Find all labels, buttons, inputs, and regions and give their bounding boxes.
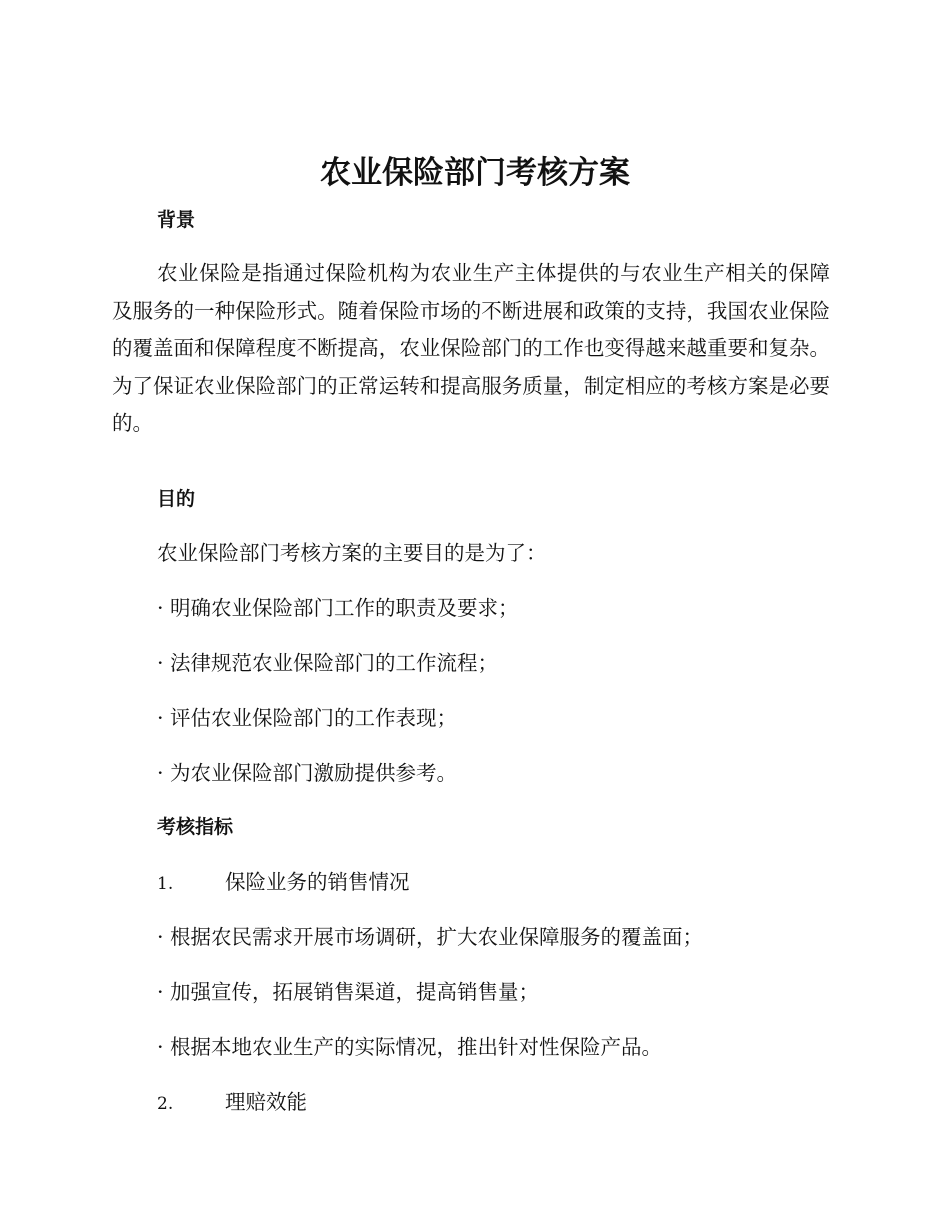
indicator-title: 保险业务的销售情况	[225, 870, 410, 894]
indicator-item: · 加强宣传，拓展销售渠道，提高销售量；	[157, 980, 540, 1004]
section-heading-indicators: 考核指标	[157, 816, 234, 838]
background-paragraph: 农业保险是指通过保险机构为农业生产主体提供的与农业生产相关的保障及服务的一种保险形式。随着保险市场的不断进展和政策的支持，我国农业保险的覆盖面和保障程度不断提高，农业保险部门的工作也变得越来越重要和复杂。为了保证农业保险部门的正常运转和提高服务质量，制定相应的考核方案是必要的。	[112, 261, 830, 436]
document-title: 农业保险部门考核方案	[320, 155, 630, 191]
section-heading-purpose: 目的	[157, 488, 196, 510]
purpose-intro: 农业保险部门考核方案的主要目的是为了：	[157, 541, 547, 565]
indicator-item: · 根据农民需求开展市场调研，扩大农业保障服务的覆盖面；	[157, 925, 704, 949]
purpose-item: · 为农业保险部门激励提供参考。	[157, 761, 458, 785]
indicator-item: · 根据本地农业生产的实际情况，推出针对性保险产品。	[157, 1035, 663, 1059]
purpose-item: · 法律规范农业保险部门的工作流程；	[157, 651, 499, 675]
indicator-title: 理赔效能	[225, 1090, 307, 1114]
indicator-number: 1.	[157, 874, 174, 894]
indicator-number: 2.	[157, 1094, 174, 1114]
purpose-item: · 评估农业保险部门的工作表现；	[157, 706, 458, 730]
indicator-group-title	[157, 1087, 307, 1119]
section-heading-background: 背景	[157, 209, 196, 231]
purpose-item: · 明确农业保险部门工作的职责及要求；	[157, 596, 519, 620]
indicator-group-title	[157, 867, 410, 899]
